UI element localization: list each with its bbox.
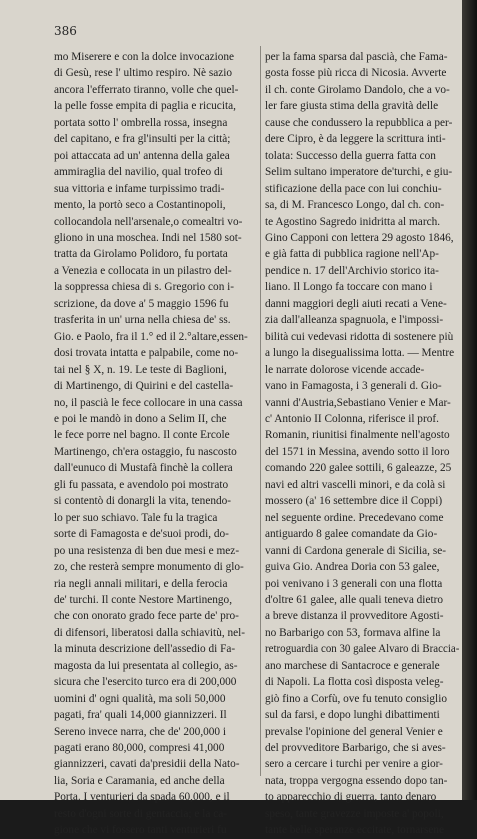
text-line: che con onorato grado fece parte de' pro-: [54, 610, 239, 623]
text-line: uomini d' ogni qualità, ma soli 50,000: [54, 692, 226, 705]
text-line: del capitano, e fra gl'insulti per la città;: [54, 133, 231, 146]
text-line: sul da farsi, e dopo lunghi dibattimenti: [265, 709, 440, 722]
text-line: ano marchese di Santacroce e generale: [265, 659, 440, 672]
text-line: no, il pascià le fece collocare in una cassa: [54, 396, 243, 409]
text-line: pagati, fra' quali 14,000 giannizzeri. Il: [54, 709, 227, 722]
text-line: no Barbarigo con 53, formava alfine la: [265, 626, 441, 639]
text-line: Selim sultano imperatore de'turchi, e giu-: [265, 166, 453, 179]
text-line: scrizione, da dove a' 5 maggio 1596 fu: [54, 297, 229, 310]
text-line: pagati erano 80,000, compresi 41,000: [54, 742, 225, 755]
left-column: [54, 49, 256, 839]
text-line: gli fu passata, e avendolo poi mostrato: [54, 478, 229, 491]
text-line: dosi trovata intatta e palpabile, come no-: [54, 347, 239, 360]
text-line: pendice n. 17 dell'Archivio storico ita-: [265, 264, 439, 277]
text-line: ler fare giusta stima della gravità delle: [265, 100, 439, 113]
text-line: antiguardo 8 galee comandate da Gio-: [265, 528, 438, 541]
text-line: zo, che resterà sempre monumento di glo-: [54, 561, 244, 574]
text-line: a Venezia e collocata in un pilastro del-: [54, 264, 232, 277]
text-line: e già fatta di pubblica ragione nell'Ap-: [265, 248, 439, 261]
text-line: zia dall'alleanza spagnuola, e l'impossi-: [265, 314, 444, 327]
text-line: stificazione della pace con lui conchiu-: [265, 182, 442, 195]
text-line: gosta fosse più ricca di Nicosia. Avverte: [265, 67, 447, 80]
column-divider: [260, 46, 261, 776]
text-line: le narrate dolorose vicende accade-: [265, 363, 425, 376]
text-line: gliono in una moschea. Indi nel 1580 sot-: [54, 231, 242, 244]
text-line: mento, la portò seco a Costantinopoli,: [54, 199, 226, 212]
text-line: navi ed altri vascelli minori, e da colà si: [265, 478, 446, 491]
text-line: si contentò di donargli la vita, tenendo-: [54, 495, 232, 508]
text-line: tratta da Girolamo Polidoro, fu portata: [54, 248, 228, 261]
text-line: Sereno invece narra, che de' 200,000 i: [54, 725, 227, 738]
text-line: gione che vi fossero tanti venturieri fu: [54, 824, 227, 837]
text-line: vanni d'Austria,Sebastiano Venier e Mar-: [265, 396, 451, 409]
text-line: le fece porre nel bagno. Il conte Ercole: [54, 429, 230, 442]
text-line: sorte di Famagosta e de'suoi prodi, do-: [54, 528, 229, 541]
text-line: Porta. I venturieri da spada 60,000, e il: [54, 791, 230, 804]
text-line: magosta da lui presentata al collegio, as-: [54, 659, 238, 672]
text-line: resto d'ogni sorte di gentaccia; e la ca-: [54, 807, 227, 820]
text-line: tai nel § X, n. 19. Le teste di Baglioni,: [54, 363, 227, 376]
text-line: sero a cercare i turchi per venire a gior-: [265, 758, 443, 771]
text-line: to apparecchio di guerra, tanto denaro: [265, 791, 437, 804]
text-line: Martinengo, ch'era ostaggio, fu nascosto: [54, 445, 237, 458]
text-line: Gio. e Paolo, fra il 1.° ed il 2.°altare,essen-: [54, 330, 248, 343]
text-line: d'oltre 61 galee, alle quali teneva dietro: [265, 593, 444, 606]
text-line: del provveditore Barbarigo, che si aves-: [265, 742, 446, 755]
text-line: sua vittoria e infame turpissimo tradi-: [54, 182, 225, 195]
text-line: di Napoli. La flotta così disposta veleg-: [265, 676, 444, 689]
text-line: vano in Famagosta, i 3 generali d. Gio-: [265, 380, 442, 393]
text-line: te Agostino Sagredo inidritta al march.: [265, 215, 441, 228]
text-line: liano. Il Longo fa toccare con mano i: [265, 281, 433, 294]
text-line: bilità cui vedevasi ridotta di sostenere più: [265, 330, 454, 343]
text-line: il ch. conte Girolamo Dandolo, che a vo-: [265, 83, 450, 96]
text-line: dere Cipro, è da leggere la scrittura inti-: [265, 133, 446, 146]
text-line: la pelle fosse empita di paglia e ricucita,: [54, 100, 236, 113]
text-line: vanni di Cardona generale di Sicilia, se-: [265, 544, 447, 557]
text-line: di Martinengo, di Quirini e del castella-: [54, 380, 234, 393]
text-line: del 1571 in Messina, avendo sotto il loro: [265, 445, 450, 458]
page-edge-shadow: [462, 0, 477, 800]
text-line: di Gesù, rese l' ultimo respiro. Nè sazio: [54, 67, 233, 80]
text-line: nata, troppa vergogna essendo dopo tan-: [265, 774, 448, 787]
text-line: a breve distanza il provveditore Agosti-: [265, 610, 444, 623]
text-line: giannizzeri, cavati da'presidii della Nato-: [54, 758, 240, 771]
page-number: 386: [54, 24, 77, 38]
text-line: mossero (a' 16 settembre dice il Coppi): [265, 495, 443, 508]
text-line: guiva Gio. Andrea Doria con 53 galee,: [265, 561, 440, 574]
text-line: sicura che l'esercito turco era di 200,000: [54, 676, 237, 689]
text-line: lia, Soria e Caramania, ed anche della: [54, 774, 225, 787]
text-line: la soppressa chiesa di s. Gregorio con i-: [54, 281, 235, 294]
text-line: prevalse l'opinione del general Venier e: [265, 725, 443, 738]
text-line: retroguardia con 30 galee Alvaro di Braccia-: [265, 643, 460, 656]
text-line: danni maggiori degli aiuti recati a Vene-: [265, 297, 447, 310]
text-line: nel seguente ordine. Precedevano come: [265, 511, 444, 524]
text-line: sa, di M. Francesco Longo, dal ch. con-: [265, 199, 445, 212]
text-line: ammiraglia del navilio, qual trofeo di: [54, 166, 223, 179]
text-line: tolata: Successo della guerra fatta con: [265, 149, 436, 162]
text-line: ancora l'efferrato tiranno, volle che quel-: [54, 83, 239, 96]
text-line: mo Miserere e con la dolce invocazione: [54, 51, 235, 63]
text-line: cause che condussero la repubblica a per-: [265, 116, 453, 129]
text-line: giò fino a Corfù, ove fu tenuto consiglio: [265, 692, 447, 705]
text-line: per la fama sparsa dal pascià, che Fama-: [265, 51, 448, 63]
text-line: di difensori, liberatosi dalla schiavitù, nel-: [54, 626, 246, 639]
text-line: trasferita in un' urna nella chiesa de' ss.: [54, 314, 231, 327]
right-column: [265, 49, 459, 839]
text-line: de' turchi. Il conte Nestore Martinengo,: [54, 593, 233, 606]
text-line: tante belle speranze eccitate, tornarsene: [265, 824, 445, 837]
text-line: ria negli annali militari, e della ferocia: [54, 577, 228, 590]
text-line: poi attaccata ad un' antenna della galea: [54, 149, 230, 162]
text-line: Romanin, riunitisi finalmente nell'agosto: [265, 429, 450, 442]
text-line: poi venivano i 3 generali con una flotta: [265, 577, 443, 590]
text-line: dall'eunuco di Mustafà finchè la collera: [54, 462, 233, 475]
text-line: a lungo la disegualissima lotta. — Mentre: [265, 347, 455, 360]
text-line: po una resistenza di ben due mesi e mez-: [54, 544, 240, 557]
text-line: comando 220 galee sottili, 6 galeazze, 25: [265, 462, 452, 475]
text-line: collocandola nell'arsenale,o comealtri vo-: [54, 215, 243, 228]
text-line: la minuta descrizione dell'assedio di Fa-: [54, 643, 236, 656]
text-line: lo per suo schiavo. Tale fu la tragica: [54, 511, 218, 524]
text-line: speso, tante gravezze imposte a' popoli,: [265, 807, 444, 820]
text-line: c' Antonio II Colonna, riferisce il prof.: [265, 412, 439, 425]
text-line: e poi le mandò in dono a Selim II, che: [54, 412, 227, 425]
text-line: Gino Capponi con lettera 29 agosto 1846,: [265, 231, 454, 244]
text-line: portata sotto l' ombrella rossa, insegna: [54, 116, 228, 129]
